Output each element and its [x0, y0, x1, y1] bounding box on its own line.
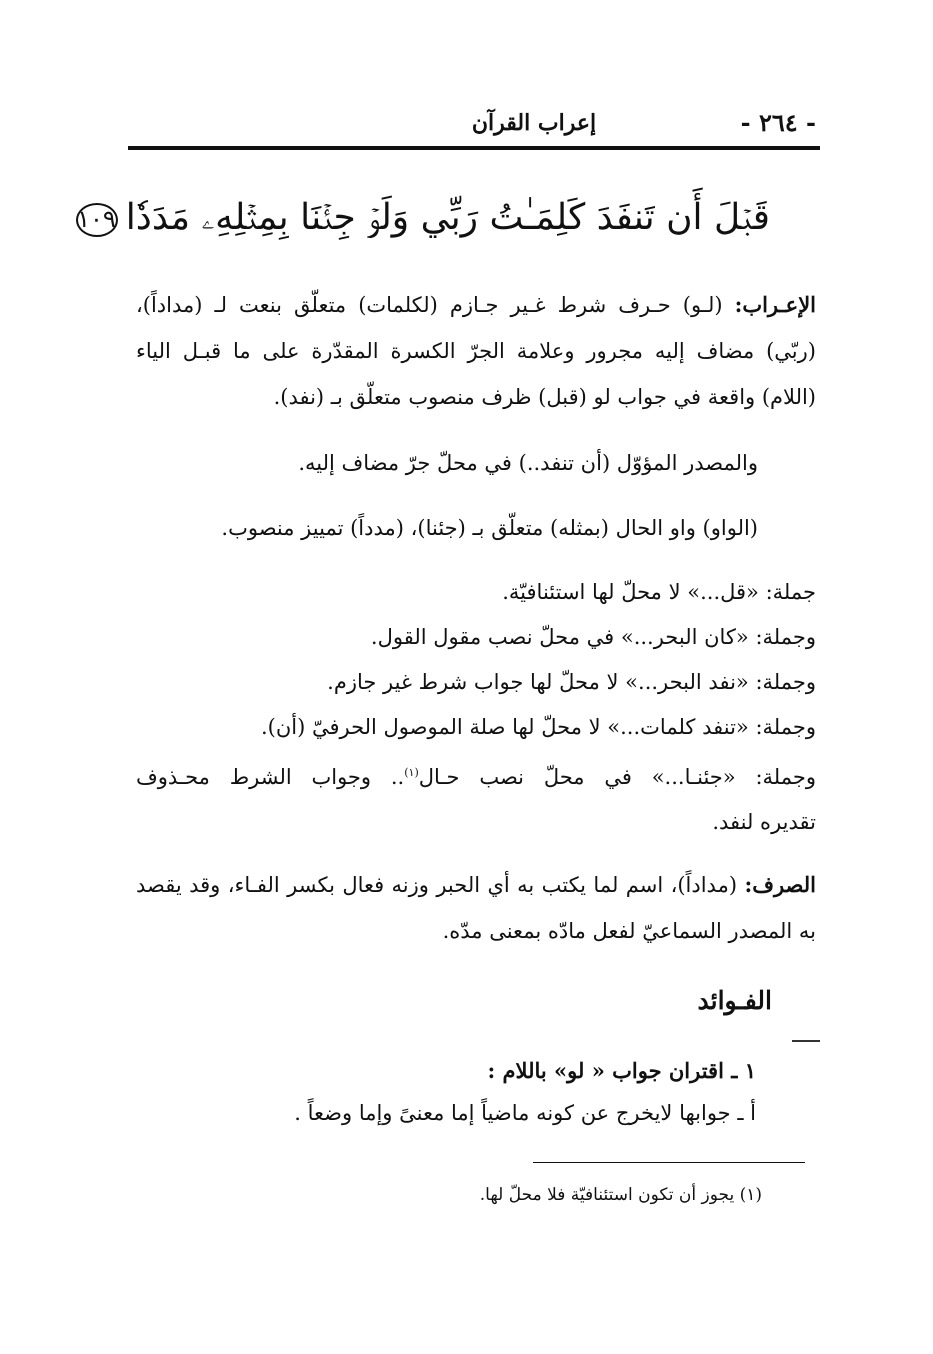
quran-verse [77, 188, 770, 248]
footnote: (١) يجوز أن تكون استئنافيّة فلا محلّ لها. [479, 1185, 762, 1205]
footnote-rule [533, 1162, 805, 1163]
irab-text: (لـو) حـرف شرط غـير جـازم (لكلمات) متعلّق بنعت لـ (مداداً)، (ربّي) مضاف إليه مجرور وعلامة الجرّ الكسرة المقدّرة على ما قبـل الياء (اللام) واقعة في جواب لو (قبل) ظرف منصوب متعلّق بـ (نفد). [136, 293, 816, 409]
verse-text: قَبۡلَ أَن تَنفَدَ كَلِمَـٰتُ رَبِّي وَلَوۡ جِئۡنَا بِمِثۡلِهِۦ مَدَدٗا [125, 197, 770, 238]
sentence-line: جملة: «قل...» لا محلّ لها استئنافيّة. [502, 580, 816, 604]
sentence-line: وجملة: «تنفد كلمات...» لا محلّ لها صلة الموصول الحرفيّ (أن). [260, 715, 816, 739]
benefit-item: ١ ـ اقتران جواب « لو» باللام : [487, 1058, 756, 1083]
header-rule [128, 146, 820, 150]
sentence-continuation: تقديره لنفد. [712, 810, 816, 834]
benefit-subitem: أ ـ جوابها لايخرج عن كونه ماضياً إما معنىً وإما وضعاً . [294, 1101, 756, 1125]
fawaid-heading: الفـوائد [697, 986, 772, 1015]
waw-paragraph: (الواو) واو الحال (بمثله) متعلّق بـ (جئنا)، (مدداً) تمييز منصوب. [221, 516, 758, 540]
sentence-line: وجملة: «نفد البحر...» لا محلّ لها جواب شرط غير جازم. [327, 670, 816, 694]
sentence-line: وجملة: «كان البحر...» في محلّ نصب مقول القول. [370, 625, 816, 649]
page-header [128, 108, 820, 144]
sentence-last-start: وجملة: «جئنـا...» في محلّ نصب حـال [418, 765, 816, 789]
masdar-paragraph: والمصدر المؤوّل (أن تنفد..) في محلّ جرّ مضاف إليه. [298, 451, 758, 475]
fawaid-list [136, 1050, 756, 1134]
page-number: - ٢٦٤ - [740, 108, 816, 137]
sarf-text: (مداداً)، اسم لما يكتب به أي الحبر وزنه فعال بكسر الفـاء، وقد يقصد به المصدر السماعيّ لفعل مادّه بمعنى مدّه. [136, 873, 816, 943]
sentence-last-end: .. وجواب الشرط محـذوف [136, 765, 405, 789]
irab-label: الإعـراب: [734, 292, 817, 317]
sentences-list [136, 570, 816, 845]
irab-paragraph [136, 282, 816, 420]
running-title: إعراب القرآن [471, 110, 597, 136]
heading-mark [792, 1040, 820, 1042]
sarf-paragraph [136, 862, 816, 954]
verse-number-mark: ١٠٩ [76, 203, 118, 237]
sarf-label: الصرف: [744, 872, 816, 897]
footnote-ref: (١) [404, 766, 419, 779]
sentence-line-last [136, 750, 816, 800]
